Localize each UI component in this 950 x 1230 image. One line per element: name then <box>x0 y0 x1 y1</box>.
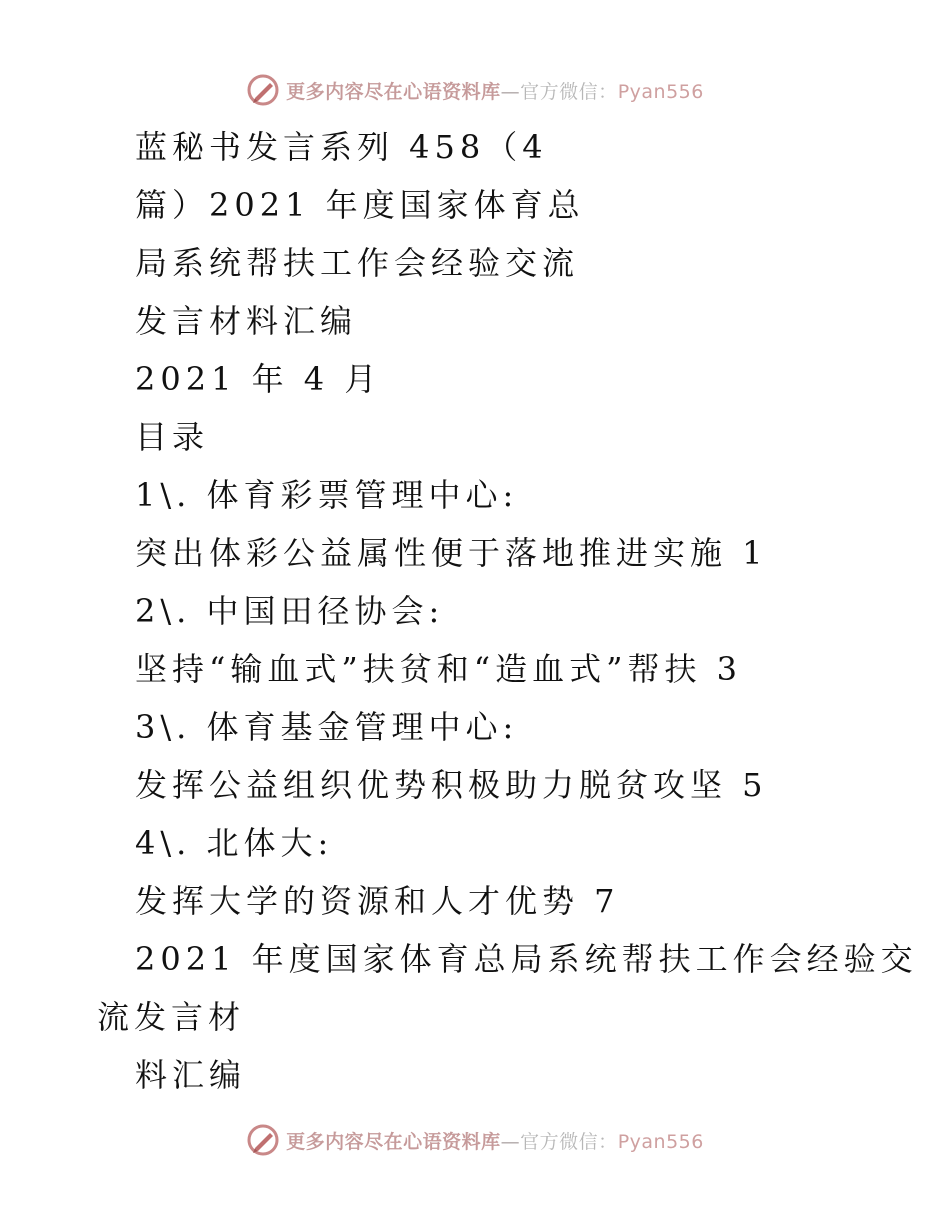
watermark-official-label: 官方微信： <box>520 1130 618 1153</box>
toc-item-4-org: 4\. 北体大: <box>135 824 334 862</box>
watermark-site: 更多内容尽在心语资料库 <box>286 80 501 103</box>
toc-item-3-title: 发挥公益组织优势积极助力脱贫攻坚 5 <box>135 766 768 804</box>
watermark-wechat-id: Pyan556 <box>617 80 704 103</box>
watermark-official-label: 官方微信： <box>520 80 618 103</box>
watermark-dash: — <box>500 1130 521 1153</box>
section-heading-line-1: 2021 年度国家体育总局系统帮扶工作会经验交 <box>135 940 918 978</box>
toc-item-3-org: 3\. 体育基金管理中心: <box>135 708 519 746</box>
watermark-text <box>286 1127 704 1154</box>
toc-heading: 目录 <box>135 418 210 456</box>
doc-date: 2021 年 4 月 <box>135 360 382 398</box>
watermark-footer <box>0 1120 950 1160</box>
doc-title-line-1: 蓝秘书发言系列 458（4 <box>135 128 548 166</box>
toc-item-4-title: 发挥大学的资源和人才优势 7 <box>135 882 620 920</box>
toc-item-2-org: 2\. 中国田径协会: <box>135 592 445 630</box>
watermark-site: 更多内容尽在心语资料库 <box>286 1130 501 1153</box>
section-heading-line-3: 料汇编 <box>135 1056 247 1094</box>
doc-title-line-2: 篇）2021 年度国家体育总 <box>135 186 585 224</box>
doc-title-line-3: 局系统帮扶工作会经验交流 <box>135 244 580 282</box>
toc-item-1-title: 突出体彩公益属性便于落地推进实施 1 <box>135 534 768 572</box>
pen-logo-icon <box>246 1123 280 1157</box>
section-heading-line-2: 流发言材 <box>97 998 246 1036</box>
watermark-dash: — <box>500 80 521 103</box>
watermark-wechat-id: Pyan556 <box>617 1130 704 1153</box>
toc-item-2-title: 坚持“输血式”扶贫和“造血式”帮扶 3 <box>135 650 742 688</box>
toc-item-1-org: 1\. 体育彩票管理中心: <box>135 476 519 514</box>
doc-title-line-4: 发言材料汇编 <box>135 302 358 340</box>
